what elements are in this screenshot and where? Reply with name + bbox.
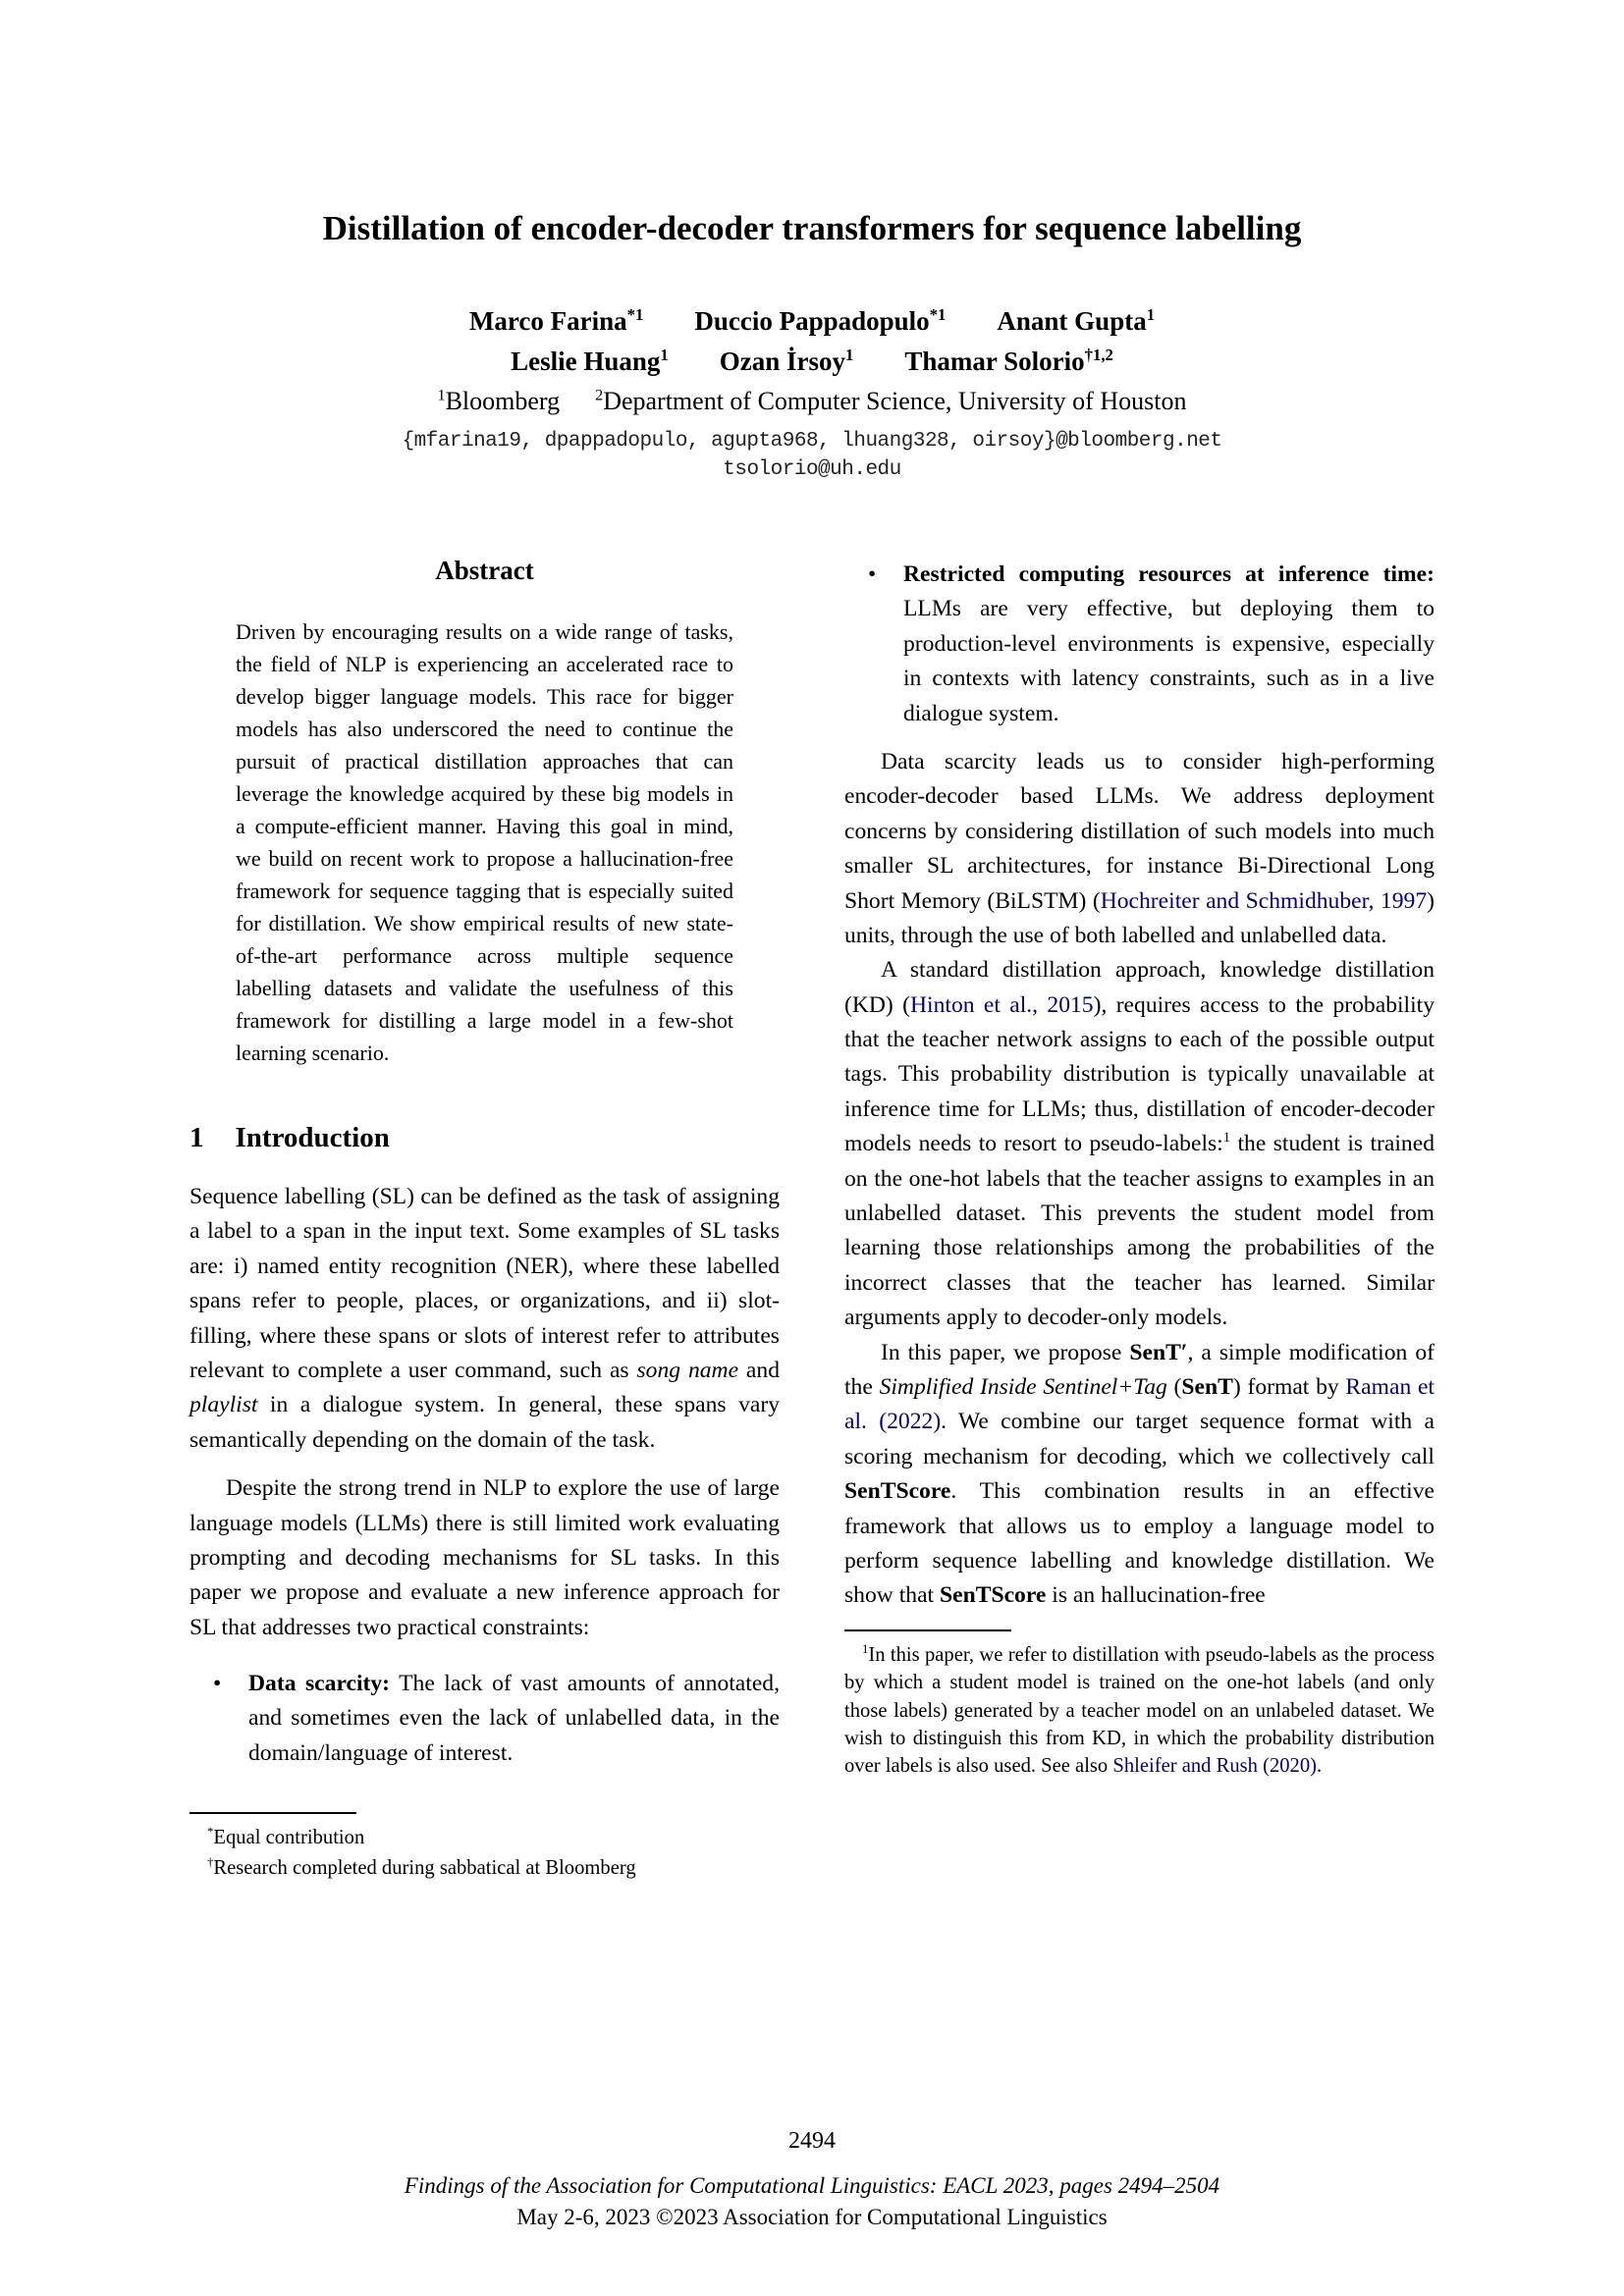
text-run: and [738, 1357, 780, 1383]
footnote-pseudo-labels [844, 1641, 1435, 1781]
bullet-icon: • [213, 1671, 222, 1697]
author [997, 306, 1155, 337]
authors-line-1 [189, 306, 1435, 337]
term-sent-prime: SenT′ [1129, 1339, 1188, 1365]
affiliation-superscript: 1 [437, 387, 446, 404]
text-run: in a dialogue system. In general, these spans vary semantically depending on the domain of the task. [189, 1392, 780, 1453]
abstract-text: Driven by encouraging results on a wide range of tasks, the field of NLP is experiencing an accelerated race to develop bigger language models. This race for bigger models has also underscored the need to continue the pursuit of practical distillation approaches that can leverage the knowledge acquired by these big models in a compute-efficient manner. Having this goal in mind, we build on recent work to propose a hallucination-free framework for sequence tagging that is especially suited for distillation. We show empirical results of new state-of-the-art performance across multiple sequence labelling datasets and validate the usefulness of this framework for distilling a large model in a few-shot learning scenario. [236, 619, 733, 1065]
affiliation-name: Department of Computer Science, University of Houston [603, 387, 1187, 415]
author [511, 347, 669, 377]
author [904, 347, 1113, 377]
author-superscript: 1 [1146, 305, 1156, 324]
author-superscript: 1 [660, 346, 669, 364]
paper-title: Distillation of encoder-decoder transformers for sequence labelling [322, 209, 1302, 247]
paragraph-propose-sent [844, 1336, 1435, 1614]
citation-link-shleifer-rush-2020[interactable]: Shleifer and Rush (2020) [1112, 1755, 1318, 1778]
bullet-body [903, 558, 1435, 731]
author-name: Marco Farina [468, 306, 627, 336]
text-run: , a simple modification of the [844, 1339, 1435, 1400]
footnote-text: . [1317, 1755, 1323, 1778]
bullet-body [248, 1667, 780, 1771]
page-number: 2494 [788, 2128, 836, 2154]
footnote-rule [844, 1629, 1011, 1631]
term-sentscore: SenTScore [844, 1478, 951, 1505]
paper-content [189, 0, 1435, 1884]
affiliations-line [189, 387, 1435, 416]
author-superscript: *1 [929, 305, 947, 324]
footnote-text: In this paper, we refer to distillation with pseudo-labels as the process by which a student model is trained on the one-hot labels (and only those labels) generated by a teacher model on an unlabeled dataset. We wish to distinguish this from KD, in which the probability distribution over labels is also used. See also [844, 1643, 1435, 1778]
footnote-marker: 1 [862, 1641, 869, 1656]
left-column [189, 542, 780, 1884]
right-column [844, 542, 1435, 1783]
bullet-paragraph [903, 558, 1435, 731]
affiliation [595, 387, 1186, 416]
citation-link-hinton-2015[interactable]: Hinton et al., 2015 [910, 991, 1094, 1018]
italic-term: playlist [189, 1392, 258, 1418]
author [694, 306, 946, 337]
citation-link-hochreiter-1997[interactable]: Hochreiter and Schmidhuber, 1997 [1100, 887, 1428, 914]
term-sentscore: SenTScore [940, 1582, 1047, 1609]
affiliation-name: Bloomberg [445, 387, 561, 415]
footnote-text: Research completed during sabbatical at Bloomberg [213, 1856, 636, 1879]
author-name: Leslie Huang [511, 347, 661, 376]
section-number: 1 [189, 1122, 204, 1153]
paragraph-data-scarcity-leads [844, 745, 1435, 953]
author-superscript: 1 [844, 346, 854, 364]
author [720, 347, 854, 377]
footnote-sabbatical [189, 1854, 780, 1882]
text-run: The lack of vast amounts of annotated, and sometimes even the lack of unlabelled data, in the domain/language of interest. [248, 1671, 780, 1766]
footnote-equal-contribution [189, 1824, 780, 1851]
footer-copyright-line: May 2-6, 2023 ©2023 Association for Computational Linguistics [516, 2205, 1108, 2229]
author-superscript: *1 [626, 305, 644, 324]
text-run: . We combine our target sequence format with a scoring mechanism for decoding, which we collectively call [844, 1409, 1435, 1469]
footer-proceedings-line: Findings of the Association for Computational Linguistics: EACL 2023, pages 2494–2504 [404, 2173, 1220, 2198]
right-footnote-block [844, 1629, 1435, 1781]
bullet-label: Data scarcity: [248, 1671, 391, 1697]
citation-link-raman-2022[interactable]: Raman et al. (2022) [844, 1373, 1435, 1435]
text-run: LLMs are very effective, but deploying them to production-level environments is expensive, especially in contexts with latency constraints, such as in a live dialogue system. [903, 596, 1435, 726]
paragraph-intro-2: Despite the strong trend in NLP to explore the use of large language models (LLMs) there is still limited work evaluating prompting and decoding mechanisms for SL tasks. In this paper we propose and evaluate a new inference approach for SL that addresses two practical constraints: [189, 1475, 780, 1640]
text-run: Data scarcity leads us to consider high-performing encoder-decoder based LLMs. We address deployment concerns by considering distillation of such models into much smaller SL architectures, for instance Bi-Directional Long Short Memory (BiLSTM) ( [844, 748, 1435, 914]
two-column-body [189, 542, 1435, 1884]
paragraph-standard-distillation [844, 953, 1435, 1335]
email-line-bloomberg: {mfarina19, dpappadopulo, agupta968, lhuang328, oirsoy}@bloomberg.net [402, 430, 1222, 453]
bullet-label: Restricted computing resources at inference time: [903, 561, 1435, 587]
text-run: ) format by [1232, 1373, 1346, 1400]
paragraph-intro-1 [189, 1180, 780, 1458]
footer [0, 2173, 1624, 2230]
left-footnote-block [189, 1812, 780, 1882]
affiliation [438, 387, 561, 416]
bullet-paragraph [248, 1667, 780, 1771]
text-run: is an hallucination-free [1046, 1582, 1266, 1609]
footnote-marker: † [207, 1854, 214, 1869]
author-superscript: †1,2 [1084, 346, 1113, 364]
text-run: . This combination results in an effective framework that allows us to employ a language model to perform sequence labelling and knowledge distillation. We show that [844, 1478, 1435, 1609]
italic-term-sentinel-tag: Simplified Inside Sentinel+Tag [879, 1373, 1167, 1400]
term-sent: SenT [1181, 1373, 1233, 1400]
footnote-text: Equal contribution [213, 1827, 365, 1849]
author-name: Thamar Solorio [904, 347, 1085, 376]
italic-term: song name [636, 1357, 739, 1383]
bullet-restricted-computing [868, 558, 1435, 731]
text-run: In this paper, we propose [881, 1339, 1130, 1365]
text-run: ( [1166, 1373, 1182, 1400]
footnote-rule [189, 1812, 356, 1814]
title-block [189, 0, 1435, 481]
affiliation-superscript: 2 [595, 387, 604, 404]
abstract-heading: Abstract [435, 556, 534, 585]
bullet-icon: • [868, 561, 877, 587]
author-name: Ozan İrsoy [719, 347, 845, 376]
email-line-uh: tsolorio@uh.edu [723, 458, 901, 481]
authors-line-2 [189, 347, 1435, 377]
section-title: Introduction [235, 1122, 390, 1153]
author-name: Duccio Pappadopulo [694, 306, 930, 336]
text-run: the student is trained on the one-hot labels that the teacher assigns to examples in an unlabelled dataset. This prevents the student model from learning those relationships among the probabilities of the incorrect classes that the teacher has learned. Similar arguments apply to decoder-only models. [844, 1131, 1435, 1331]
text-run: ) units, through the use of both labelled and unlabelled data. [844, 887, 1435, 948]
footnote-marker: * [207, 1825, 214, 1840]
section-heading-introduction [189, 1122, 780, 1154]
footnote-reference-1[interactable]: 1 [1222, 1130, 1231, 1147]
author [469, 306, 643, 337]
author-name: Anant Gupta [997, 306, 1147, 336]
text-run: A standard distillation approach, knowledge distillation (KD) ( [844, 957, 1435, 1018]
bullet-data-scarcity [213, 1667, 780, 1771]
text-run: Sequence labelling (SL) can be defined as the task of assigning a label to a span in the input text. Some examples of SL tasks are: i) named entity recognition (NER), where these labelled spans refer to people, places, or organizations, and ii) slot-filling, where these spans or slots of interest refer to attributes relevant to complete a user command, such as [189, 1184, 780, 1383]
text-run: ), requires access to the probability that the teacher network assigns to each of the possible output tags. This probability distribution is typically unavailable at inference time for LLMs; thus, distillation of encoder-decoder models needs to resort to pseudo-labels: [844, 991, 1435, 1157]
